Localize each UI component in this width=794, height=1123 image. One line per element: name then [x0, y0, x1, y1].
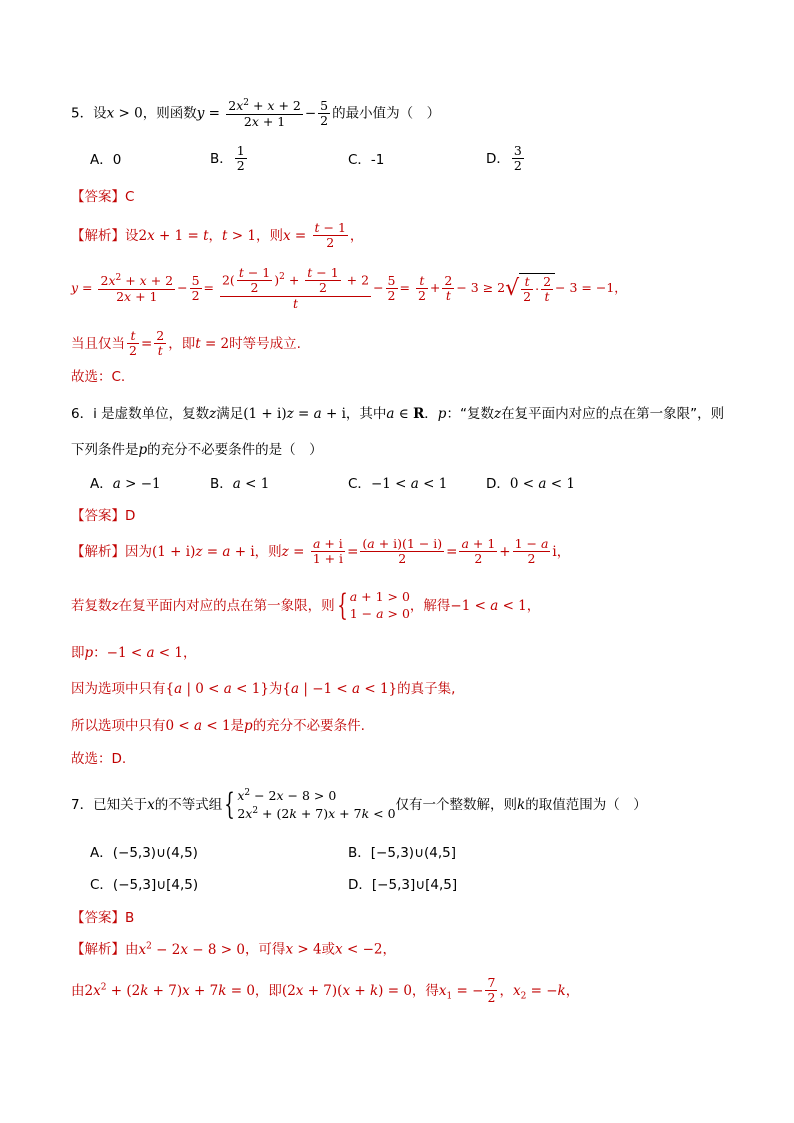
q5-answer: 【答案】C [71, 189, 135, 205]
fraction: $\frac{2x^2 + x + 2}{2x + 1}$ [228, 98, 301, 129]
option-a: A．a > −1 [90, 476, 161, 492]
q6-answer: 【答案】D [71, 508, 136, 524]
option-b: B．[−5,3)∪(4,5] [348, 845, 456, 861]
option-b: B．a < 1 [210, 476, 270, 492]
q6-pick: 故选：D. [71, 751, 127, 767]
q6-analysis-4: 因为选项中只有{a | 0 < a < 1}为{a | −1 < a < 1}的真子集, [71, 681, 456, 697]
q7-answer: 【答案】B [71, 910, 135, 926]
q5-stem: 5．设x > 0，则函数y = $\frac{2x^2 + x + 2}{2x + 1}$ − $\frac{5}{2}$ 的最小值为（ ） [71, 97, 441, 129]
option-d: D．[−5,3]∪[4,5] [348, 877, 458, 893]
q6-stem-2: 下列条件是p的充分不必要条件的是（ ） [71, 442, 323, 458]
q5-analysis-1: 【解析】设2x + 1 = t，t > 1，则x = $\frac{t - 1}{2}$ ， [71, 220, 364, 251]
q6-analysis-2: 若复数z在复平面内对应的点在第一象限，则{ a + 1 > 0 1 − a > 0 ，解得−1 < a < 1， [71, 587, 541, 623]
q7-analysis-1: 【解析】由$x^2 - 2x - 8 > 0$，可得x > 4或x < −2， [71, 941, 396, 958]
option-c: C．−1 < a < 1 [348, 476, 448, 492]
q5-pick: 故选：C. [71, 369, 126, 385]
option-b: B． $\frac{1}{2}$ [210, 143, 245, 174]
q7-options [90, 845, 740, 895]
option-d: D．0 < a < 1 [486, 476, 575, 492]
option-a: A．(−5,3)∪(4,5) [90, 845, 198, 861]
q6-analysis-5: 所以选项中只有0 < a < 1是p的充分不必要条件. [71, 718, 365, 734]
option-c: C．(−5,3]∪[4,5) [90, 877, 199, 893]
q6-stem-1: 6．i 是虚数单位，复数z满足(1 + i)z = a + i，其中a ∈ R．p：“复数z在复平面内对应的点在第一象限”，则 [71, 406, 725, 422]
q6-analysis-1: 【解析】因为(1 + i)z = a + i，则z = $\frac{a + i}{1 + i}$ = $\frac{(a + i)(1 - i)}{2}$ = $\frac{a + 1}{2}$ + $\frac{1 - a}{2}$ i， [71, 536, 571, 567]
option-a: A．0 [90, 152, 122, 168]
fraction: $\frac{5}{2}$ [320, 97, 329, 128]
q6-analysis-3: 即p：−1 < a < 1， [71, 645, 197, 661]
option-d: D． $\frac{3}{2}$ [486, 143, 522, 174]
q7-analysis-2: 由$2x^2 + (2k + 7)x + 7k = 0$，即(2x + 7)(x + k) = 0，得$x_1$ = − $\frac{7}{2}$ ，$x_2 = -k$， [71, 975, 580, 1006]
q7-stem: 7．已知关于x的不等式组{ $x^2 - 2x - 8 > 0$ $2x^2 + (2k + 7)x + 7k < 0$ 仅有一个整数解，则k的取值范围为（ ） [71, 787, 647, 823]
option-c: C．-1 [348, 152, 385, 168]
q5-derivation: y = $\frac{2x^2 + x + 2}{2x + 1}$ − $\frac{5}{2}$ = 2( $\frac{t - 1}{2}$ )$^2$ + $\frac{t - 1}{2}$ + 2 t − $\frac{5}{2}$ = $\frac{t}{2}$ + $\frac{2}{t}$ − 3 ≥ 2√ $\frac{t}{2}$ · $\frac{2}{t}$ − 3 = −1， [71, 265, 627, 311]
q5-condition: 当且仅当 $\frac{t}{2}$ = $\frac{2}{t}$ ，即t = 2时等号成立. [71, 328, 301, 359]
